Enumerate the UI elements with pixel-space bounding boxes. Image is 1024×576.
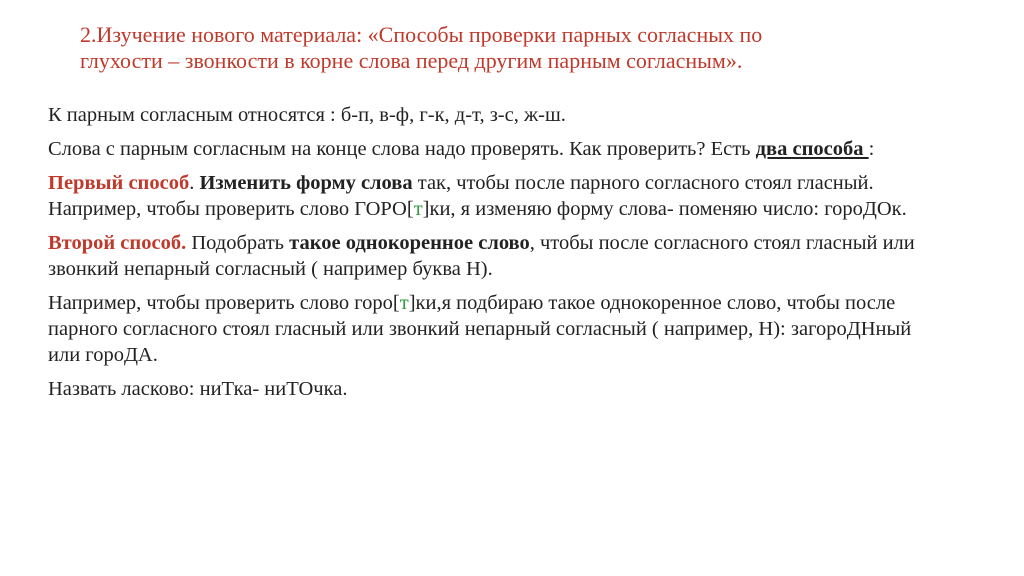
slide-title — [80, 22, 980, 74]
diminutive-text: Назвать ласково: ниТка- ниТОчка. — [48, 378, 348, 400]
two-ways-underlined: два способа — [755, 138, 869, 160]
first-way-label: Первый способ — [48, 172, 190, 194]
diminutive-paragraph — [48, 376, 948, 402]
slide-body — [48, 102, 948, 410]
paired-consonants-paragraph — [48, 102, 948, 128]
first-way-green-letter: т — [413, 198, 423, 220]
example-paragraph — [48, 290, 948, 368]
how-to-check-paragraph — [48, 136, 948, 162]
second-way-paragraph — [48, 230, 948, 282]
how-to-check-colon: : — [868, 138, 875, 160]
paired-consonants-text: К парным согласным относятся : б-п, в-ф, г-к, д-т, з-с, ж-ш. — [48, 104, 566, 126]
slide-title-line1: 2.Изучение нового материала: «Способы проверки парных согласных по — [80, 22, 763, 47]
first-way-text2: ]ки, я изменяю форму слова- поменяю число: гороДОк. — [422, 198, 907, 220]
example-green-letter: т — [399, 292, 409, 314]
example-text1: Например, чтобы проверить слово горо[ — [48, 292, 400, 314]
second-way-label: Второй способ. — [48, 232, 187, 254]
first-way-text1: так, чтобы после парного согласного стоял гласный. Например, чтобы проверить слово ГОРО[ — [48, 172, 874, 220]
second-way-text2: , чтобы после согласного стоял гласный или звонкий непарный согласный ( например буква Н). — [48, 232, 915, 280]
second-way-text1: Подобрать — [186, 232, 290, 254]
second-way-bold: такое однокоренное слово — [289, 232, 530, 254]
slide-title-line2: глухости – звонкости в корне слова перед другим парным согласным». — [80, 48, 743, 73]
first-way-bold: Изменить форму слова — [199, 172, 413, 194]
example-text2: ]ки,я подбираю такое однокоренное слово, чтобы после парного согласного стоял гласный или звонкий непарный согласный ( например, Н): загороДНный или гороДА. — [48, 292, 912, 366]
how-to-check-text: Слова с парным согласным на конце слова надо проверять. Как проверить? Есть — [48, 138, 756, 160]
first-way-paragraph — [48, 170, 948, 222]
first-way-dot: . — [189, 172, 200, 194]
